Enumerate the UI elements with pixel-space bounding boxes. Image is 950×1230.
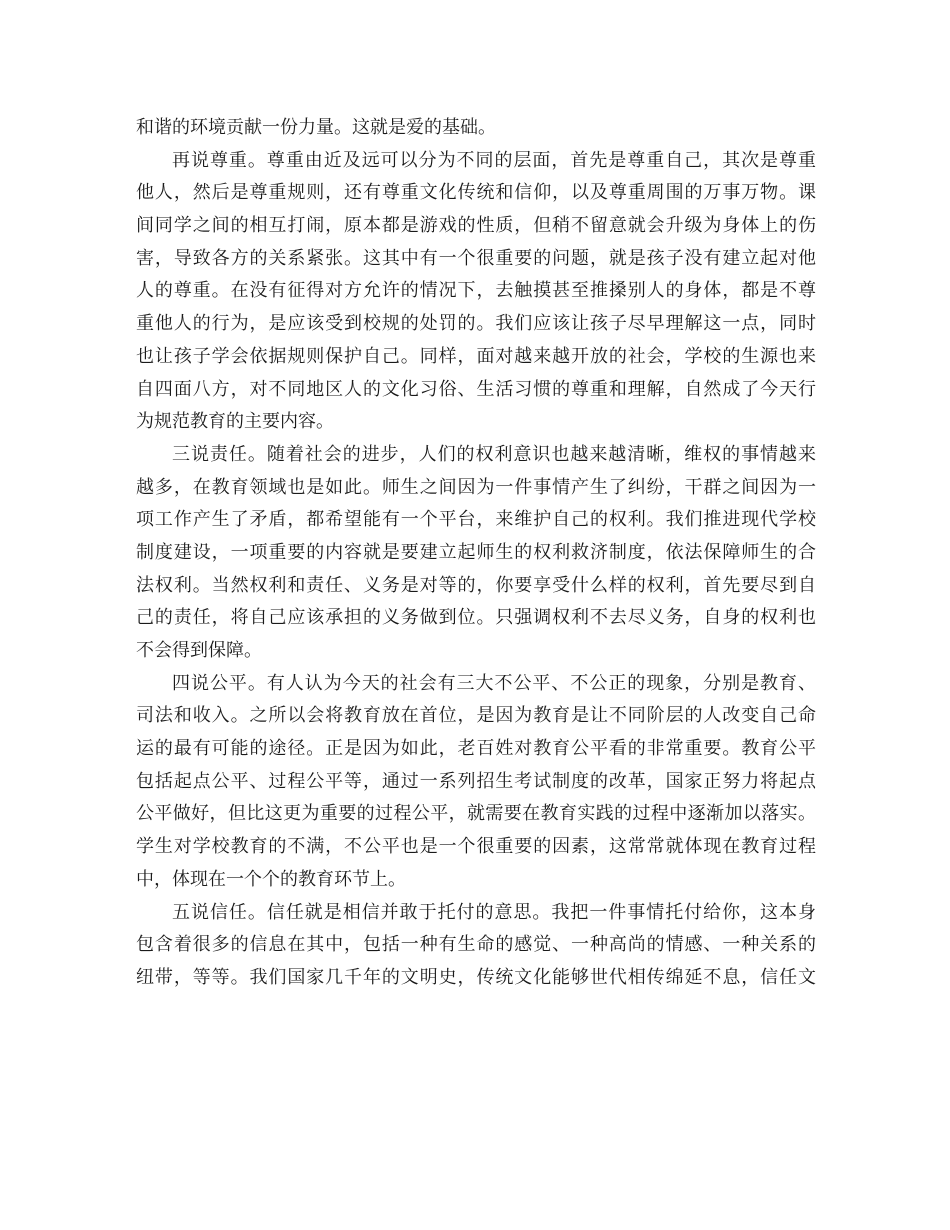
- text-line: 三说责任。随着社会的进步，人们的权利意识也越来越清晰，维权的事情越来: [172, 443, 816, 465]
- text-line: 包括起点公平、过程公平等，通过一系列招生考试制度的改革，国家正努力将起点: [136, 770, 816, 792]
- text-line: 他人，然后是尊重规则，还有尊重文化传统和信仰，以及尊重周围的万事万物。课: [136, 182, 816, 204]
- text-line: 包含着很多的信息在其中，包括一种有生命的感觉、一种高尚的情感、一种关系的: [136, 934, 816, 956]
- body-text: [136, 112, 816, 995]
- text-line: 重他人的行为，是应该受到校规的处罚的。我们应该让孩子尽早理解这一点，同时: [136, 313, 816, 335]
- text-line: 不会得到保障。: [136, 640, 262, 661]
- text-line: 己的责任，将自己应该承担的义务做到位。只强调权利不去尽义务，自身的权利也: [136, 607, 816, 629]
- text-line: 公平做好，但比这更为重要的过程公平，就需要在教育实践的过程中逐渐加以落实。: [136, 803, 816, 825]
- text-line: 项工作产生了矛盾，都希望能有一个平台，来维护自己的权利。我们推进现代学校: [136, 509, 816, 531]
- text-line: 运的最有可能的途径。正是因为如此，老百姓对教育公平看的非常重要。教育公平: [136, 738, 816, 760]
- text-line: 越多，在教育领域也是如此。师生之间因为一件事情产生了纠纷，干群之间因为一: [136, 476, 816, 498]
- text-line: 也让孩子学会依据规则保护自己。同样，面对越来越开放的社会，学校的生源也来: [136, 345, 816, 367]
- text-line: 间同学之间的相互打闹，原本都是游戏的性质，但稍不留意就会升级为身体上的伤: [136, 215, 816, 237]
- text-line: 纽带，等等。我们国家几千年的文明史，传统文化能够世代相传绵延不息，信任文: [136, 966, 816, 988]
- text-line: 再说尊重。尊重由近及远可以分为不同的层面，首先是尊重自己，其次是尊重: [172, 149, 816, 171]
- text-line: 五说信任。信任就是相信并敢于托付的意思。我把一件事情托付给你，这本身: [172, 901, 816, 923]
- text-line: 和谐的环境贡献一份力量。这就是爱的基础。: [136, 117, 496, 138]
- text-line: 害，导致各方的关系紧张。这其中有一个很重要的问题，就是孩子没有建立起对他: [136, 247, 816, 269]
- text-line: 法权利。当然权利和责任、义务是对等的，你要享受什么样的权利，首先要尽到自: [136, 574, 816, 596]
- text-line: 学生对学校教育的不满，不公平也是一个很重要的因素，这常常就体现在教育过程: [136, 836, 816, 858]
- text-line: 自四面八方，对不同地区人的文化习俗、生活习惯的尊重和理解，自然成了今天行: [136, 378, 816, 400]
- text-line: 人的尊重。在没有征得对方允许的情况下，去触摸甚至推搡别人的身体，都是不尊: [136, 280, 816, 302]
- text-line: 四说公平。有人认为今天的社会有三大不公平、不公正的现象，分别是教育、: [172, 672, 816, 694]
- text-line: 中，体现在一个个的教育环节上。: [136, 868, 406, 890]
- text-line: 为规范教育的主要内容。: [136, 411, 334, 433]
- text-line: 制度建设，一项重要的内容就是要建立起师生的权利救济制度，依法保障师生的合: [136, 541, 816, 563]
- text-line: 司法和收入。之所以会将教育放在首位，是因为教育是让不同阶层的人改变自己命: [136, 705, 816, 727]
